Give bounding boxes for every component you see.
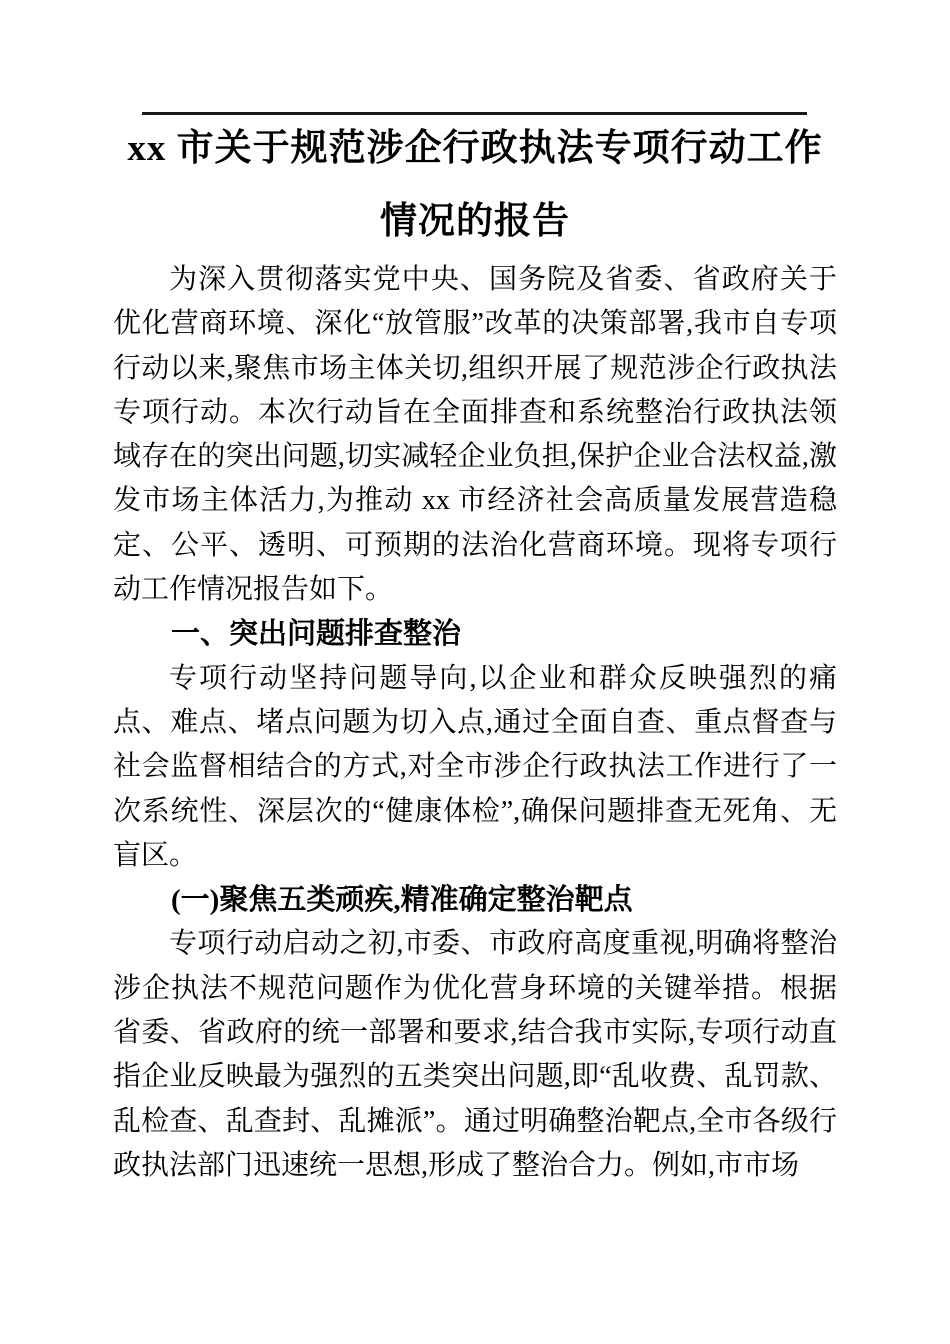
document-body [113, 258, 837, 1188]
section-1-heading: 一、突出问题排查整治 [171, 618, 462, 651]
section-1-lead-paragraph: 专项行动坚持问题导向,以企业和群众反映强烈的痛点、难点、堵点问题为切入点,通过全面自查、重点督查与社会监督相结合的方式,对全市涉企行政执法工作进行了一次系统性、深层次的“健康体检”,确保问题排查无死角、无盲区。 [113, 662, 837, 871]
intro-paragraph: 为深入贯彻落实党中央、国务院及省委、省政府关于优化营商环境、深化“放管服”改革的决策部署,我市自专项行动以来,聚焦市场主体关切,组织开展了规范涉企行政执法专项行动。本次行动旨在全面排查和系统整治行政执法领域存在的突出问题,切实减轻企业负担,保护企业合法权益,激发市场主体活力,为推动 xx 市经济社会高质量发展营造稳定、公平、透明、可预期的法治化营商环境。现将专项行动工作情况报告如下。 [113, 264, 837, 606]
subsection-1-1-heading: (一)聚焦五类顽疾,精准确定整治靶点 [171, 884, 633, 917]
document-title-line1: xx 市关于规范涉企行政执法专项行动工作 [127, 128, 823, 169]
subsection-1-1-paragraph: 专项行动启动之初,市委、市政府高度重视,明确将整治涉企执法不规范问题作为优化营身环境的关键举措。根据省委、省政府的统一部署和要求,结合我市实际,专项行动直指企业反映最为强烈的五类突出问题,即“乱收费、乱罚款、乱检查、乱查封、乱摊派”。通过明确整治靶点,全市各级行政执法部门迅速统一思想,形成了整治合力。例如,市市场 [113, 928, 837, 1181]
document-title [113, 112, 837, 258]
document-title-line2: 情况的报告 [380, 201, 570, 242]
